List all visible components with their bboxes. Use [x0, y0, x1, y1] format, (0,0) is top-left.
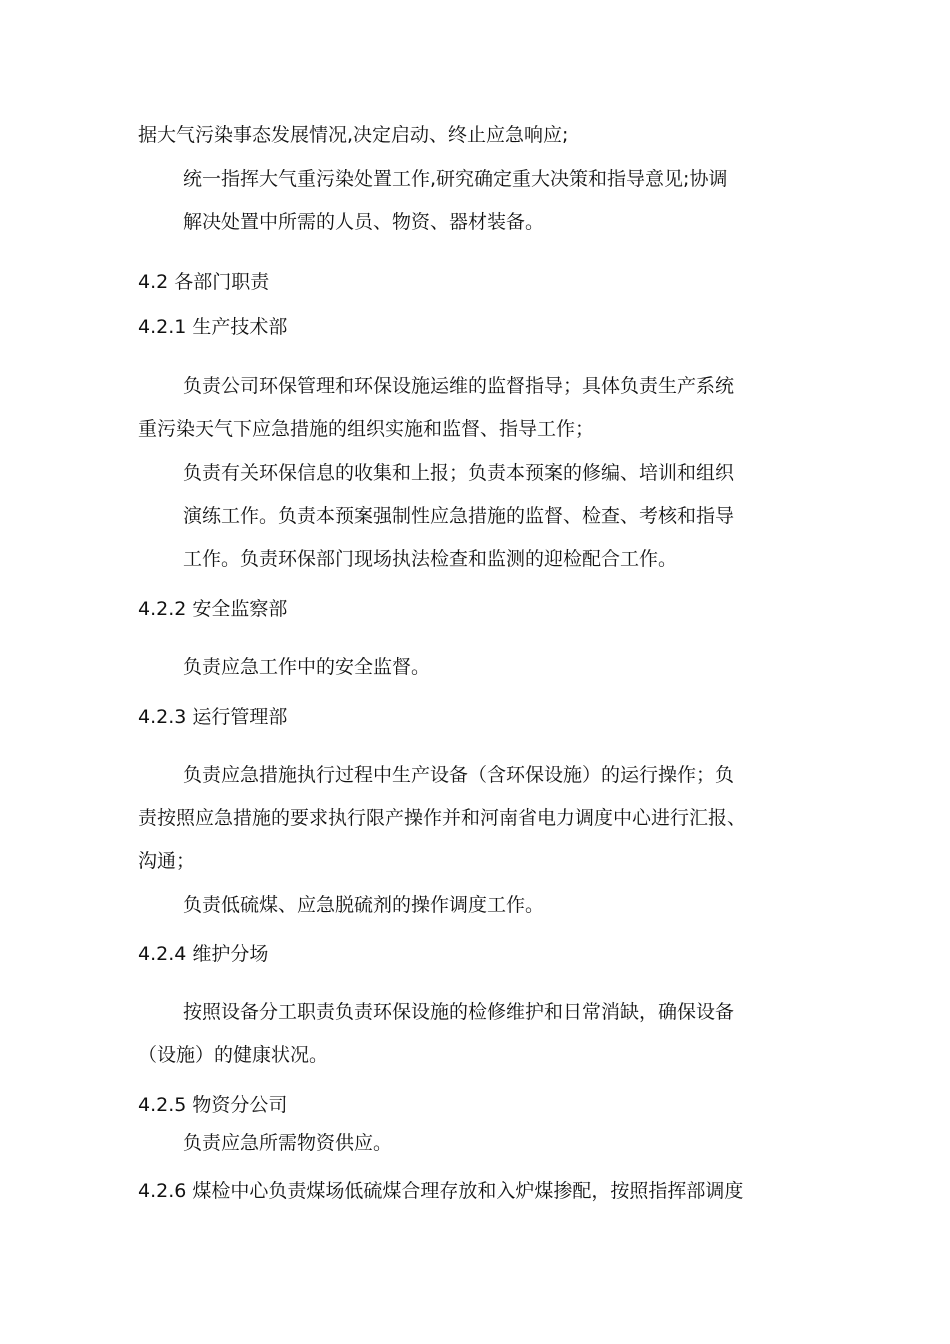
paragraph-line: 负责应急所需物资供应。 [183, 1132, 393, 1154]
paragraph-line: 按照设备分工职责负责环保设施的检修维护和日常消缺，确保设备 [183, 1001, 735, 1023]
paragraph-line: 责按照应急措施的要求执行限产操作并和河南省电力调度中心进行汇报、 [138, 807, 747, 829]
paragraph-line: 演练工作。负责本预案强制性应急措施的监督、检查、考核和指导 [183, 505, 735, 527]
paragraph-line: （设施）的健康状况。 [138, 1044, 329, 1066]
paragraph-line: 统一指挥大气重污染处置工作,研究确定重大决策和指导意见;协调 [183, 168, 728, 190]
paragraph-line: 据大气污染事态发展情况,决定启动、终止应急响应; [138, 124, 569, 146]
paragraph-line: 负责公司环保管理和环保设施运维的监督指导；具体负责生产系统 [183, 375, 735, 397]
paragraph-line: 沟通； [138, 850, 196, 872]
subsection-heading: 4.2.2 安全监察部 [138, 598, 288, 620]
paragraph-line: 解决处置中所需的人员、物资、器材装备。 [183, 211, 545, 233]
paragraph-line: 负责有关环保信息的收集和上报；负责本预案的修编、培训和组织 [183, 462, 735, 484]
subsection-heading: 4.2.4 维护分场 [138, 943, 269, 965]
paragraph-line: 负责应急措施执行过程中生产设备（含环保设施）的运行操作；负 [183, 764, 735, 786]
paragraph-line: 4.2.6 煤检中心负责煤场低硫煤合理存放和入炉煤掺配，按照指挥部调度 [138, 1180, 744, 1202]
paragraph-line: 工作。负责环保部门现场执法检查和监测的迎检配合工作。 [183, 548, 678, 570]
subsection-heading: 4.2.1 生产技术部 [138, 316, 288, 338]
paragraph-line: 重污染天气下应急措施的组织实施和监督、指导工作； [138, 418, 595, 440]
subsection-heading: 4.2.5 物资分公司 [138, 1094, 288, 1116]
paragraph-line: 负责应急工作中的安全监督。 [183, 656, 431, 678]
subsection-heading: 4.2.3 运行管理部 [138, 706, 288, 728]
section-heading: 4.2 各部门职责 [138, 271, 270, 293]
paragraph-line: 负责低硫煤、应急脱硫剂的操作调度工作。 [183, 894, 545, 916]
